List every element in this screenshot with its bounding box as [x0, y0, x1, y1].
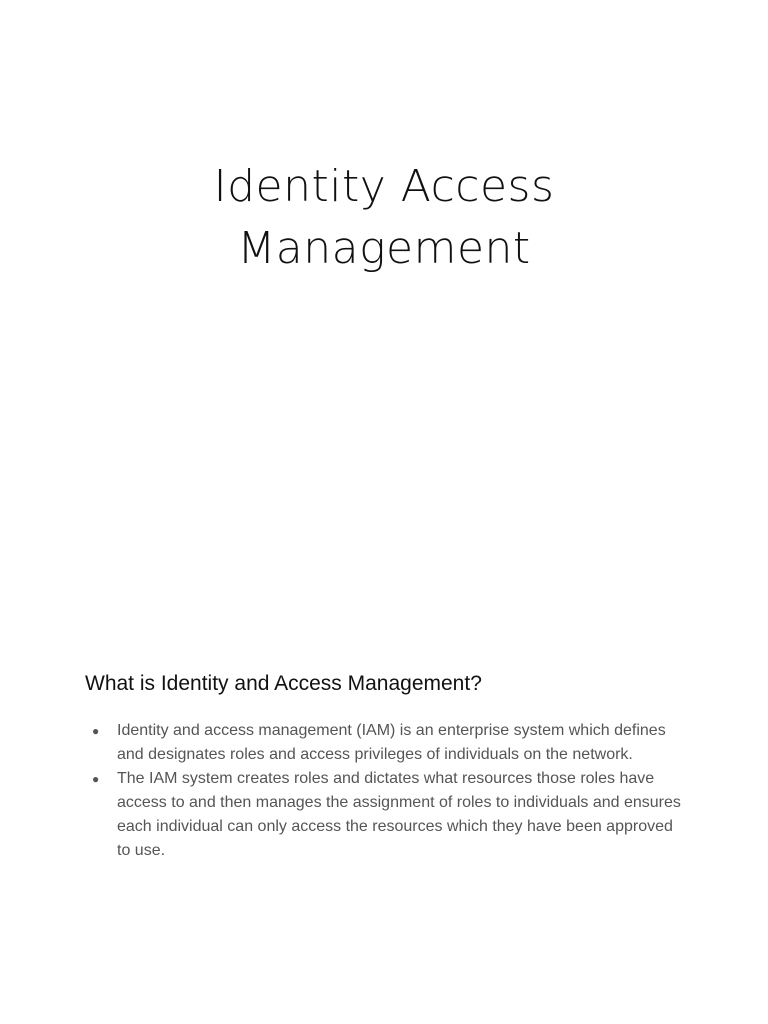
list-item: [85, 767, 685, 863]
list-item-text: The IAM system creates roles and dictates what resources those roles have access to and then manages the assignment of roles to individuals and ensures each individual can only access the resources which they have been approved to use.: [117, 770, 681, 859]
bullet-icon: ●: [92, 724, 100, 738]
bullet-icon: ●: [92, 772, 100, 786]
list-item: [85, 719, 685, 767]
document-title-line-1: Identity Access: [213, 161, 555, 212]
document-title: [0, 156, 768, 280]
section-heading: What is Identity and Access Management?: [85, 672, 482, 695]
bullet-list: [85, 719, 685, 863]
list-item-text: Identity and access management (IAM) is an enterprise system which defines and designates roles and access privileges of individuals on the network.: [117, 722, 666, 763]
document-title-line-2: Management: [237, 223, 531, 274]
